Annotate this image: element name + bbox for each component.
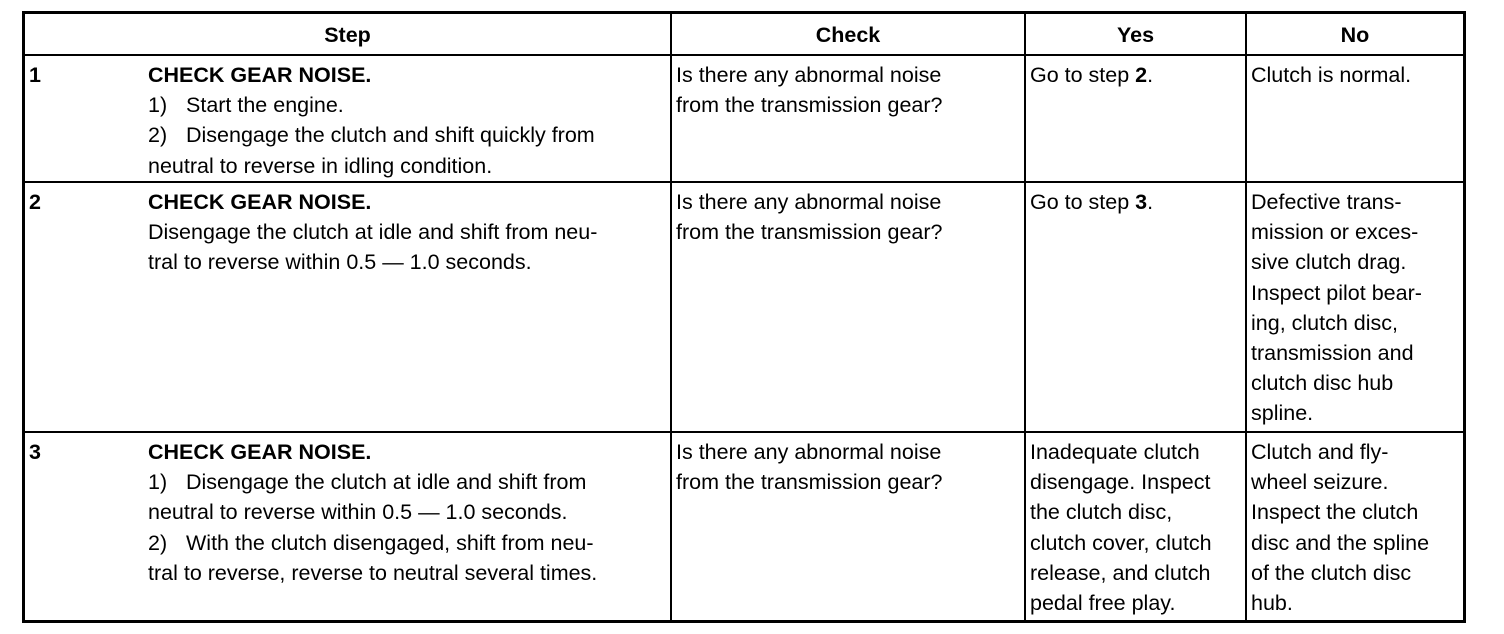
step-title: CHECK GEAR NOISE. — [148, 190, 372, 214]
step-line: tral to reverse, reverse to neutral several times. — [148, 560, 598, 585]
step-cell — [25, 183, 670, 433]
table-header-row — [25, 14, 1463, 54]
step-line: 1) Disengage the clutch at idle and shift from — [148, 470, 587, 495]
yes-cell: Go to step 2. — [1024, 56, 1245, 183]
header-no: No — [1245, 14, 1463, 54]
no-cell: Defective trans- mission or exces- sive clutch drag. Inspect pilot bear- ing, clutch disc, transmission and clutch disc hub spline. — [1245, 183, 1463, 433]
step-line: tral to reverse within 0.5 — 1.0 seconds. — [148, 250, 532, 275]
table-row — [25, 181, 1463, 433]
table-row — [25, 431, 1463, 620]
step-line: 1) Start the engine. — [148, 93, 344, 118]
header-check: Check — [670, 14, 1024, 54]
step-number: 2 — [29, 190, 41, 214]
step-line: neutral to reverse within 0.5 — 1.0 seconds. — [148, 500, 568, 525]
step-cell — [25, 433, 670, 620]
step-line: 2) Disengage the clutch and shift quickly from — [148, 123, 595, 148]
no-cell: Clutch is normal. — [1245, 56, 1463, 183]
table-row — [25, 54, 1463, 183]
step-number: 3 — [29, 440, 41, 464]
no-cell: Clutch and fly- wheel seizure. Inspect the clutch disc and the spline of the clutch disc hub. — [1245, 433, 1463, 620]
step-cell — [25, 56, 670, 183]
step-line: Disengage the clutch at idle and shift from neu- — [148, 220, 598, 245]
check-cell: Is there any abnormal noise from the transmission gear? — [670, 183, 1024, 433]
check-cell: Is there any abnormal noise from the transmission gear? — [670, 56, 1024, 183]
header-step: Step — [324, 23, 371, 47]
yes-cell: Inadequate clutch disengage. Inspect the clutch disc, clutch cover, clutch release, and clutch pedal free play. — [1024, 433, 1245, 620]
header-yes: Yes — [1024, 14, 1245, 54]
yes-cell: Go to step 3. — [1024, 183, 1245, 433]
step-number: 1 — [29, 63, 41, 87]
check-cell: Is there any abnormal noise from the transmission gear? — [670, 433, 1024, 620]
step-title: CHECK GEAR NOISE. — [148, 63, 372, 87]
step-line: neutral to reverse in idling condition. — [148, 153, 493, 178]
troubleshooting-table — [22, 11, 1466, 623]
step-title: CHECK GEAR NOISE. — [148, 440, 372, 464]
step-line: 2) With the clutch disengaged, shift from neu- — [148, 530, 594, 555]
